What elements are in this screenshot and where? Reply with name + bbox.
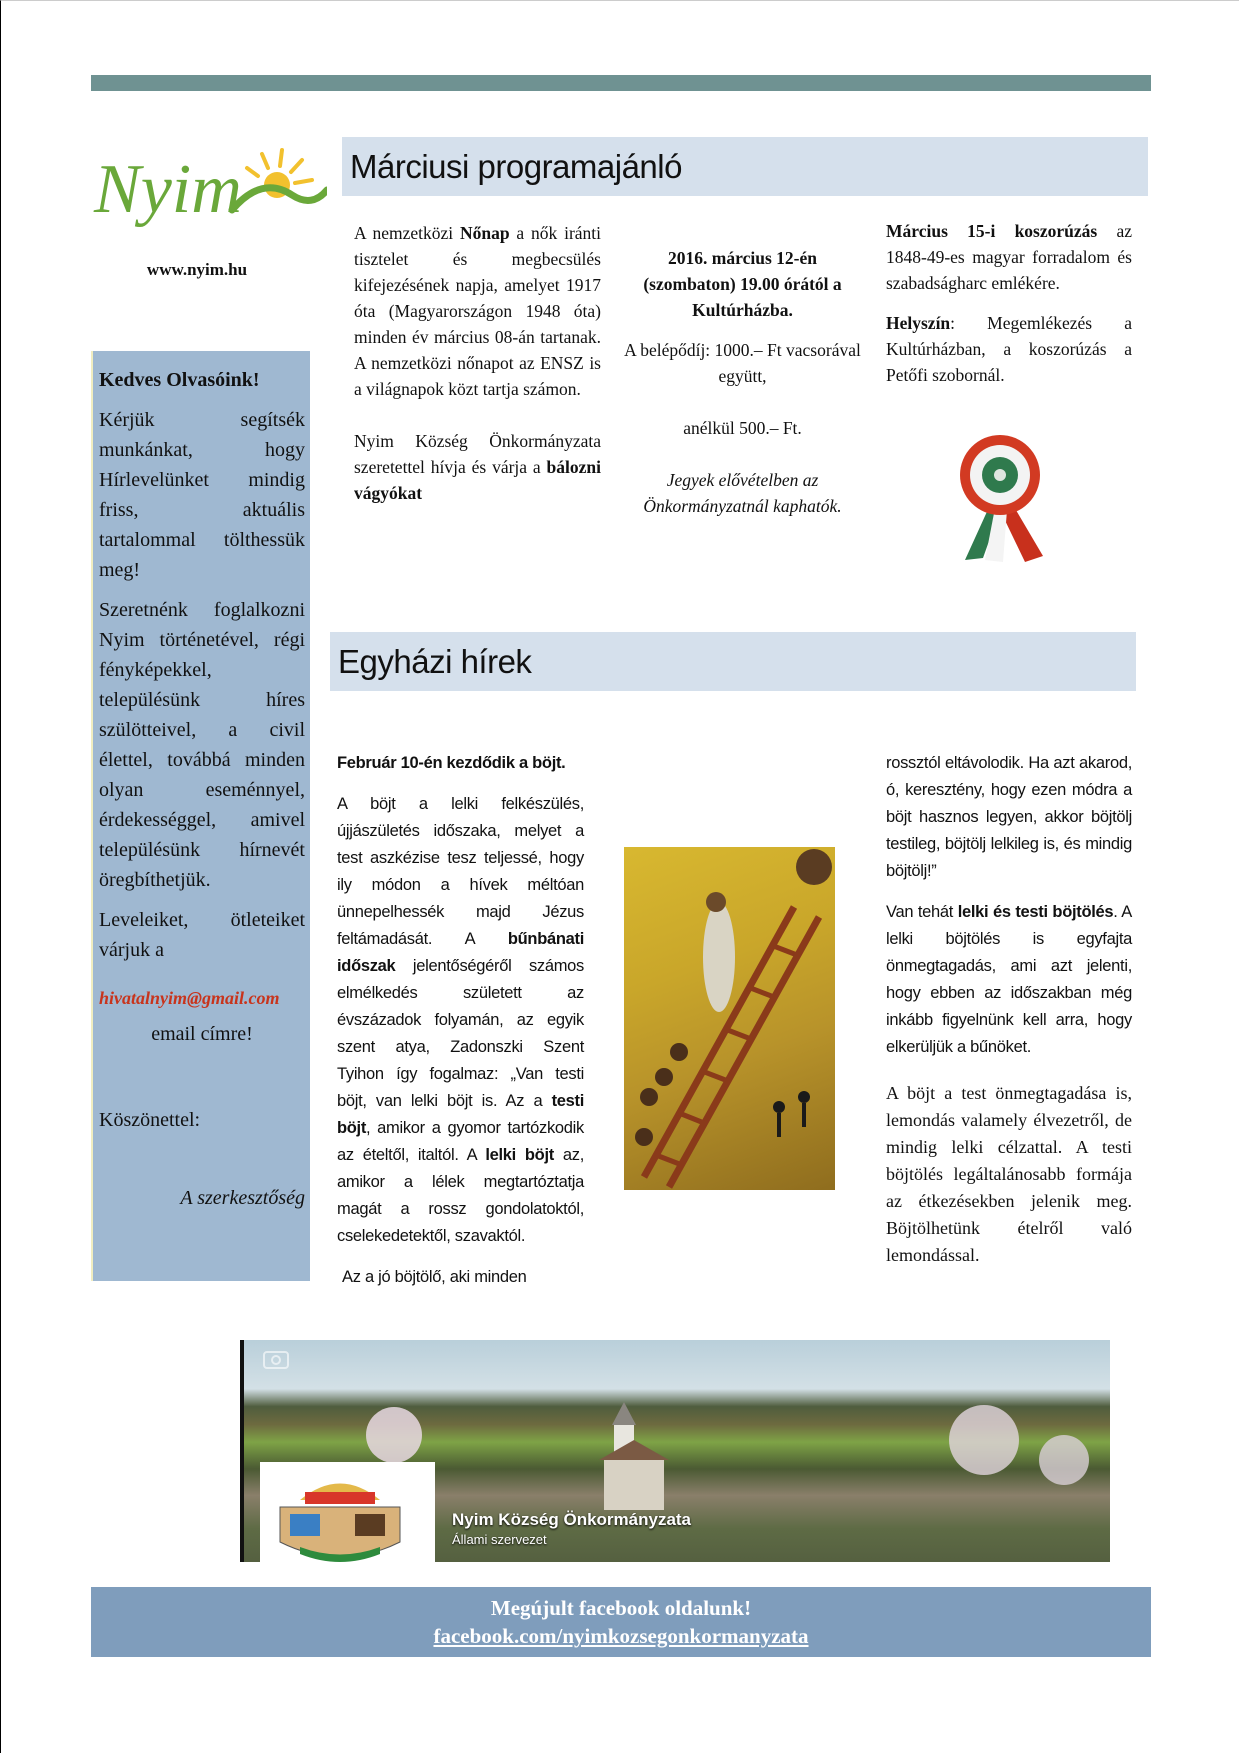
church-column-3: rossztól eltávolodik. Ha azt akarod, ó, keresztény, hogy ezen módra a böjt hasznos legyen, akkor böjtölj testileg, böjtölj lelkileg is, és mindig böjtölj!” Van tehát lelki és testi böjtölés. A lelki böjtölés is egyfajta önmegtagadás, ami azt jelenti, hogy ebben az időszakban még inkább figyelnünk kell arra, hogy elkerüljük a bűnöket. [886,754,1132,1056]
march-column-1: A nemzetközi Nőnap a nők iránti tisztelet és megbecsülés kifejezésének napja, amelyet 1917 óta (Magyarországon 1948 óta) minden év március 08-án tartanak. A nemzetközi nőnapot az ENSZ is a világnapok közt tartja számon. Nyim Község Önkormányzata szeretettel hívja és várja a bálozni vágyókat [354,223,602,503]
ticket-fee: A belépődíj: 1000.– Ft vacsorával együtt, [624,340,861,386]
cockade-rosette-image [945,430,1065,570]
march-column-3: Március 15-i koszorúzás az 1848-49-es magyar forradalom és szabadságharc emlékére. Helyszín: Megemlékezés a Kultúrházban, a koszorúzás a Petőfi szobornál. [886,221,1132,385]
website-link[interactable]: www.nyim.hu [146,260,248,279]
signature: A szerkesztőség [180,1187,305,1209]
ticket-fee-without-dinner: anélkül 500.– Ft. [683,418,802,438]
section-title-church: Egyházi hírek [330,632,1136,691]
ball-date: 2016. március 12-én (szombaton) 19.00 órától a Kultúrházba. [643,248,842,320]
footer-headline: Megújult facebook oldalunk! [490,1596,752,1620]
facebook-page-name: Nyim Község Önkormányzata [452,1510,692,1529]
sidebar-greeting: Kedves Olvasóink! [99,369,260,391]
ticket-presale: Jegyek elővételben az Önkormányzatnál kaphatók. [643,470,842,516]
sidebar-paragraph: Kérjük segítsék munkánkat, hogy Hírlevelünket mindig friss, aktuális tartalommal tölthessük meg! [99,409,305,581]
top-decorative-bar [91,75,1151,91]
facebook-link[interactable]: facebook.com/nyimkozsegonkormanyzata [433,1624,809,1648]
church-column-3-serif: A böjt a test önmegtagadása is, lemondás valamely élvezetről, de mindig lelki célzattal. A testi böjtölés legáltalánosabb formája az étkezésekben jelenik meg. Böjtölhetünk ételről való lemondással. [886,1083,1132,1265]
ladder-of-divine-ascent-image [624,847,835,1190]
camera-icon [264,1352,288,1368]
svg-text:Nyim: Nyim [94,151,242,228]
facebook-page-banner[interactable] [232,1336,1110,1568]
facebook-page-type: Állami szervezet [452,1532,547,1547]
sidebar-notice [91,351,310,1281]
footer-facebook-bar [91,1587,1151,1657]
church-column-1: Február 10-én kezdődik a böjt. A böjt a lelki felkészülés, újjászületés időszaka, melyet a test aszkézise tesz teljessé, hogy ily módon a hívek méltóan ünnepelhessék majd Jézus feltámadását. A bűnbánati időszak jelentőségéről számos elmélkedés született az évszázadok folyamán, az egyik szent atya, Zadonszki Szent Tyihon így fogalmaz: „Van testi böjt, van lelki böjt is. Az a testi böjt, amikor a gyomor tartózkodik az ételtől, italtól. A lelki böjt az, amikor a lélek megtartóztatja magát a rossz gondolatoktól, cselekedetektől, szavaktól. Az a jó böjtölő, aki minden [337,750,584,1305]
email-link[interactable]: hivatalnyim@gmail.com [99,988,280,1008]
sidebar-paragraph: Szeretnénk foglalkozni Nyim történetével, régi fényképekkel, településünk híres szülötteivel, a civil élettel, továbbá minden olyan eseménnyel, érdekességgel, amivel településünk hírnevét öregbíthetjük. [99,599,305,891]
march-column-2 [620,245,865,533]
nonap-highlight: Nőnap [459,223,510,243]
sidebar-paragraph: Leveleiket, ötleteiket várjuk a [99,909,305,961]
municipal-crest [260,1462,435,1562]
email-suffix: email címre! [151,1023,253,1045]
nyim-logo [92,140,327,240]
village-landscape-photo [240,1340,1110,1562]
section-title-march: Márciusi programajánló [342,137,1148,196]
lent-headline: Február 10-én kezdődik a böjt. [337,754,566,772]
thanks-text: Köszönettel: [99,1109,201,1131]
